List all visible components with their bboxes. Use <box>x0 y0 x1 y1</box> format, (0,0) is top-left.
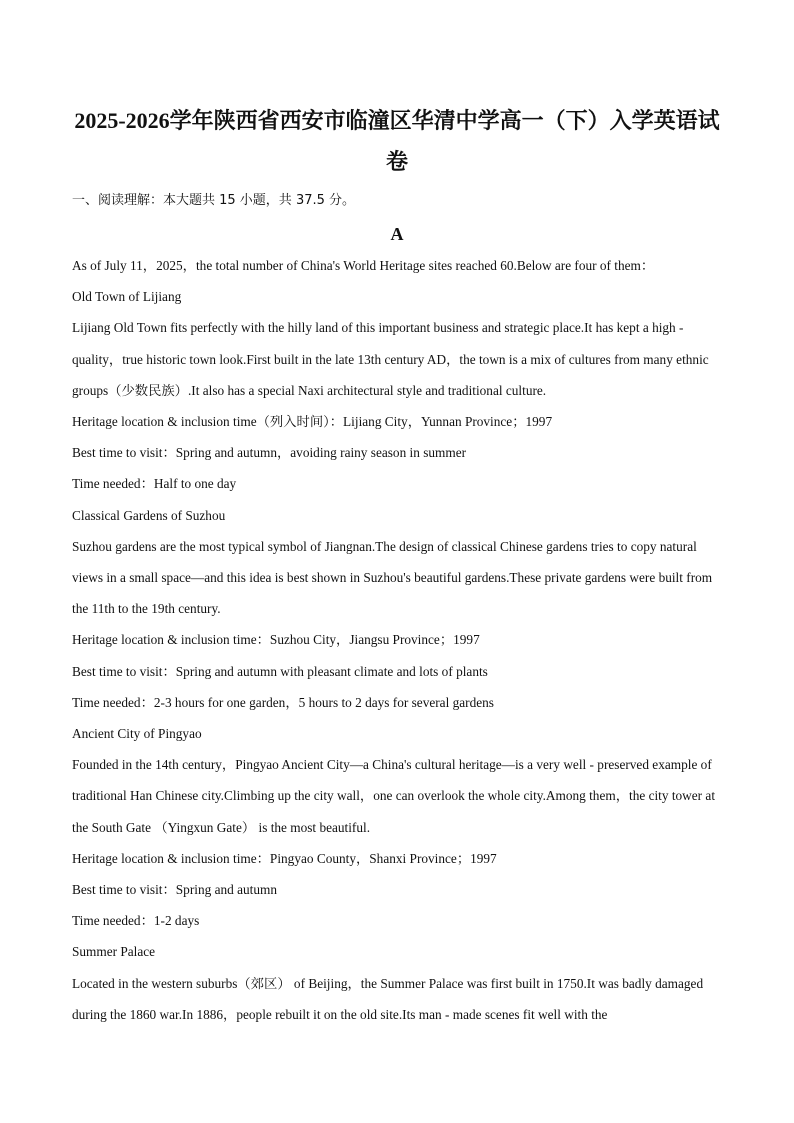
suzhou-description: Suzhou gardens are the most typical symbol of Jiangnan.The design of classical Chinese gardens tries to copy natural views in a small space—and this idea is best shown in Suzhou's beautiful gardens.These private gardens were built from the 11th to the 19th century. <box>72 538 713 617</box>
exam-title-line-2: 卷 <box>385 149 408 174</box>
intro-paragraph: As of July 11，2025，the total number of China's World Heritage sites reached 60.Below are four of them： <box>72 258 655 273</box>
pingyao-description: Founded in the 14th century，Pingyao Ancient City—a China's cultural heritage—is a very well - preserved example of traditional Han Chinese city.Climbing up the city wall，one can overlook the whole city.Among them，the city tower at the South Gate （Yingxun Gate） is the most beautiful. <box>72 757 716 835</box>
pingyao-best-time: Best time to visit：Spring and autumn <box>72 882 277 898</box>
lijiang-time-needed: Time needed：Half to one day <box>72 476 237 492</box>
site-heading-summer-palace: Summer Palace <box>72 944 156 960</box>
pingyao-location: Heritage location & inclusion time：Pingyao County，Shanxi Province；1997 <box>72 850 497 866</box>
suzhou-location: Heritage location & inclusion time：Suzhou City，Jiangsu Province；1997 <box>72 632 480 648</box>
suzhou-time-needed: Time needed：2-3 hours for one garden，5 hours to 2 days for several gardens <box>72 694 494 710</box>
summer-palace-description: Located in the western suburbs（郊区） of Beijing，the Summer Palace was first built in 1750.It was badly damaged during the 1860 war.In 1886，people rebuilt it on the old site.Its man - made scenes fit well with the <box>72 975 704 1022</box>
exam-title-line-1: 2025-2026学年陕西省西安市临潼区华清中学高一（下）入学英语试 <box>74 108 720 133</box>
passage-label: A <box>390 224 404 244</box>
lijiang-description: Lijiang Old Town fits perfectly with the hilly land of this important business and strategic place.It has kept a high - quality，true historic town look.First built in the late 13th century AD，the town is a mix of cultures from many ethnic groups（少数民族）.It also has a special Naxi architectural style and traditional culture. <box>72 320 709 398</box>
pingyao-time-needed: Time needed：1-2 days <box>72 913 200 929</box>
site-heading-pingyao: Ancient City of Pingyao <box>72 726 202 742</box>
lijiang-best-time: Best time to visit：Spring and autumn，avoiding rainy season in summer <box>72 445 467 461</box>
lijiang-location: Heritage location & inclusion time（列入时间）：Lijiang City，Yunnan Province；1997 <box>72 414 553 430</box>
suzhou-best-time: Best time to visit：Spring and autumn with pleasant climate and lots of plants <box>72 663 488 679</box>
passage-content <box>72 250 722 1030</box>
section-heading: 一、阅读理解：本大题共 15 小题，共 37.5 分。 <box>72 193 356 208</box>
exam-title <box>72 0 722 182</box>
site-heading-lijiang: Old Town of Lijiang <box>72 289 182 305</box>
site-heading-suzhou: Classical Gardens of Suzhou <box>72 507 226 523</box>
